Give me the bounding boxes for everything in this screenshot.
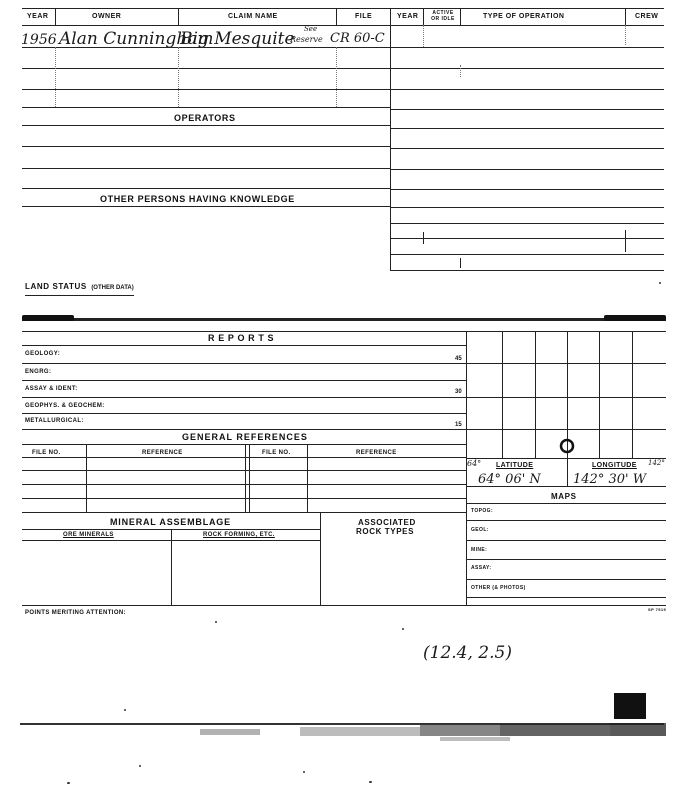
operators-label: OPERATORS — [174, 113, 236, 123]
lat-prefix: 64° — [467, 459, 482, 468]
report-geology-num: 45 — [455, 356, 462, 362]
rock-forming-label: ROCK FORMING, ETC. — [203, 532, 275, 538]
header-owner: OWNER — [92, 13, 122, 20]
maps-title: MAPS — [551, 492, 577, 501]
general-references-title: GENERAL REFERENCES — [182, 432, 308, 442]
land-status — [25, 276, 134, 296]
longitude-value: 142° 30' W — [573, 472, 647, 487]
gr-col-file-no-1: FILE NO. — [32, 450, 61, 456]
report-engrg-label: ENGRG: — [25, 369, 52, 375]
latitude-label: LATITUDE — [496, 462, 534, 469]
gr-col-reference-2: REFERENCE — [356, 450, 397, 456]
latitude-value: 64° 06' N — [478, 472, 541, 487]
report-assay-num: 30 — [455, 389, 462, 395]
header-active-idle: ACTIVE OR IDLE — [431, 10, 455, 22]
header-type-of-operation: TYPE OF OPERATION — [483, 13, 565, 20]
maps-other: OTHER (& PHOTOS) — [471, 585, 526, 591]
location-marker-icon — [559, 438, 575, 454]
smudge-left — [22, 315, 74, 321]
smudge-right — [604, 315, 666, 321]
divider-rule — [22, 318, 666, 321]
ore-minerals-label: ORE MINERALS — [63, 532, 114, 538]
report-metallurgical-label: METALLURGICAL: — [25, 418, 84, 424]
entry-year: 1956 — [21, 32, 57, 48]
entry-claim-name: Big Mesquite — [180, 29, 295, 49]
report-geophys-label: GEOPHYS. & GEOCHEM: — [25, 403, 105, 409]
reports-title: R E P O R T S — [208, 333, 275, 343]
maps-mine: MINE: — [471, 547, 488, 553]
entry-owner: Alan Cunningham — [59, 29, 214, 49]
report-assay-label: ASSAY & IDENT: — [25, 386, 78, 392]
entry-file: CR 60-C — [330, 31, 385, 46]
header-crew: CREW — [635, 13, 659, 20]
gr-col-file-no-2: FILE NO. — [262, 450, 291, 456]
entry-see-note: See — [304, 25, 318, 33]
maps-assay: ASSAY: — [471, 565, 492, 571]
report-geology-label: GEOLOGY: — [25, 351, 61, 357]
form-number: SP 7515 — [648, 607, 667, 612]
points-meriting-label: POINTS MERITING ATTENTION: — [25, 610, 127, 616]
header-year: YEAR — [27, 13, 49, 20]
land-status-sub: (OTHER DATA) — [91, 285, 134, 291]
header-year-right: YEAR — [397, 13, 419, 20]
rock-types-label: ROCK TYPES — [356, 527, 415, 536]
other-persons-label: OTHER PERSONS HAVING KNOWLEDGE — [100, 194, 295, 204]
mineral-assemblage-title: MINERAL ASSEMBLAGE — [110, 517, 231, 527]
long-suffix: 142° — [648, 459, 665, 467]
scan-noise — [0, 715, 678, 755]
longitude-label: LONGITUDE — [592, 462, 637, 469]
header-file: FILE — [355, 13, 373, 20]
land-status-label: LAND STATUS — [25, 282, 87, 291]
maps-geol: GEOL: — [471, 527, 489, 533]
entry-reserve: Reserve — [290, 35, 323, 44]
header-claim-name: CLAIM NAME — [228, 13, 278, 20]
handwritten-coordinates: (12.4, 2.5) — [423, 643, 512, 663]
gr-col-reference-1: REFERENCE — [142, 450, 183, 456]
associated-label: ASSOCIATED — [358, 518, 416, 527]
maps-topog: TOPOG: — [471, 508, 494, 514]
report-metallurgical-num: 15 — [455, 422, 462, 428]
